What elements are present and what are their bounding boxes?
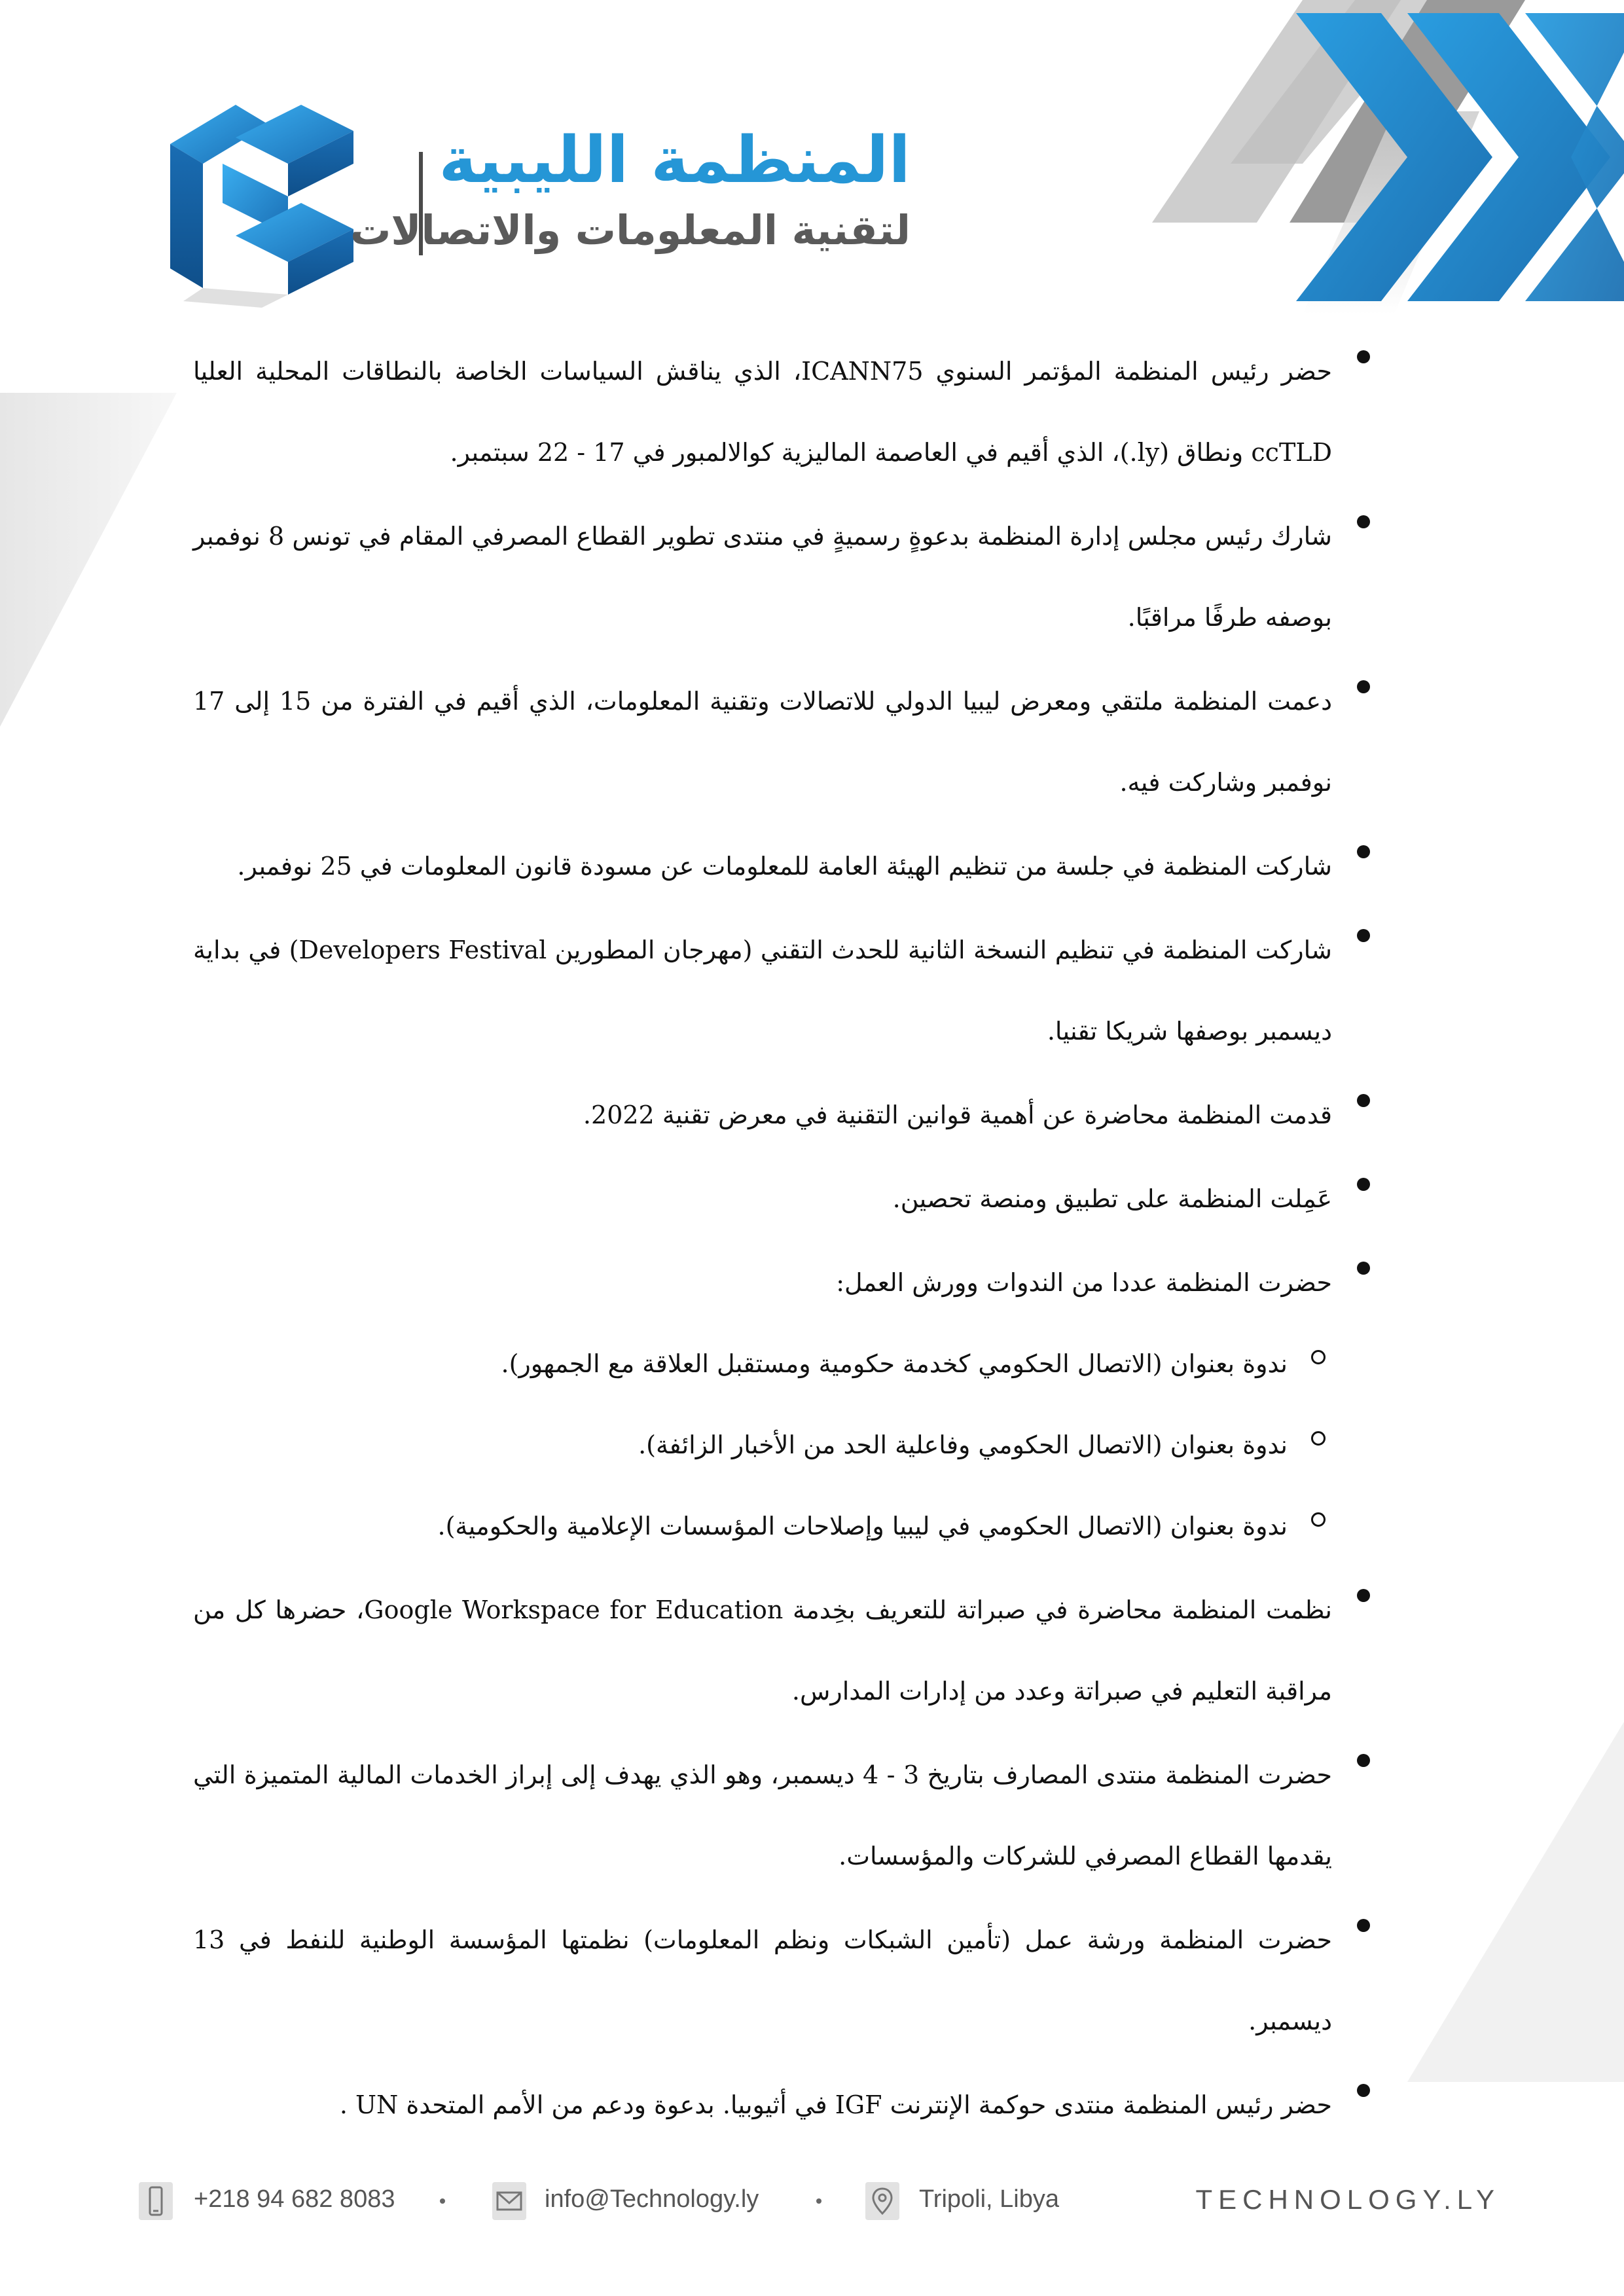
- list-item-text: شاركت المنظمة في تنظيم النسخة الثانية للحدث التقني (مهرجان المطورين Developers Festival) في بداية ديسمبر بوصفها شريكا تقنيا.: [193, 936, 1332, 1046]
- footer-separator: [440, 2198, 445, 2204]
- footer-phone[interactable]: +218 94 682 8083: [194, 2185, 395, 2213]
- sub-list-item: [193, 1404, 1288, 1485]
- list-item: [193, 1158, 1332, 1239]
- bullet-icon: [1357, 1262, 1370, 1275]
- list-item: [193, 1899, 1332, 2062]
- bullet-icon: [1357, 1589, 1370, 1602]
- list-item: [193, 1734, 1332, 1897]
- list-item: [193, 496, 1332, 658]
- logo-mark: [157, 92, 367, 314]
- list-item-text: شاركت المنظمة في جلسة من تنظيم الهيئة العامة للمعلومات عن مسودة قانون المعلومات في 25 نوفمبر.: [237, 852, 1332, 881]
- list-item: [193, 331, 1332, 493]
- list-item-text: نظمت المنظمة محاضرة في صبراتة للتعريف بخِدمة Google Workspace for Education، حضرها كل من مراقبة التعليم في صبراتة وعدد من إدارات المدارس.: [193, 1595, 1333, 1705]
- circle-bullet-icon: [1311, 1512, 1326, 1527]
- list-item-text: حضر رئيس المنظمة المؤتمر السنوي ICANN75، الذي يناقش السياسات الخاصة بالنطاقات المحلية العليا ccTLD ونطاق (ly.)، الذي أقيم في العاصمة الماليزية كوالالمبور في 17 - 22 سبتمبر.: [193, 357, 1332, 467]
- footer-separator: [816, 2198, 821, 2204]
- sub-list-item: [193, 1485, 1288, 1567]
- bullet-icon: [1357, 1094, 1370, 1107]
- list-item: [193, 1242, 1332, 1323]
- bullet-icon: [1357, 1754, 1370, 1767]
- bullet-icon: [1357, 1919, 1370, 1932]
- list-item: [193, 1569, 1332, 1732]
- list-item-text: عَمِلت المنظمة على تطبيق ومنصة تحصين.: [892, 1184, 1332, 1213]
- bullet-icon: [1357, 2084, 1370, 2097]
- organization-subtitle: لتقنية المعلومات والاتصالات: [350, 206, 911, 254]
- sub-list-item-text: ندوة بعنوان (الاتصال الحكومي كخدمة حكومية ومستقبل العلاقة مع الجمهور).: [501, 1349, 1288, 1378]
- bullet-icon: [1357, 1178, 1370, 1191]
- footer-email[interactable]: info@Technology.ly: [545, 2185, 759, 2213]
- list-item-text: دعمت المنظمة ملتقي ومعرض ليبيا الدولي للاتصالات وتقنية المعلومات، الذي أقيم في الفترة من 15 إلى 17 نوفمبر وشاركت فيه.: [193, 687, 1332, 797]
- mail-icon: [492, 2182, 526, 2220]
- organization-name: المنظمة الليبية: [439, 123, 911, 198]
- list-item: [193, 2064, 1332, 2145]
- list-item-text: قدمت المنظمة محاضرة عن أهمية قوانين التقنية في معرض تقنية 2022.: [583, 1101, 1332, 1129]
- list-item-text: حضرت المنظمة عددا من الندوات وورش العمل:: [836, 1268, 1332, 1297]
- sub-list-item: [193, 1323, 1288, 1404]
- list-item: [193, 909, 1332, 1072]
- bullet-icon: [1357, 929, 1370, 942]
- sub-list-item-text: ندوة بعنوان (الاتصال الحكومي وفاعلية الحد من الأخبار الزائفة).: [638, 1430, 1288, 1459]
- list-item-text: حضرت المنظمة منتدى المصارف بتاريخ 3 - 4 ديسمبر، وهو الذي يهدف إلى إبراز الخدمات المالية المتميزة التي يقدمها القطاع المصرفي للشركات والمؤسسات.: [193, 1760, 1332, 1870]
- list-item-text: حضرت المنظمة ورشة عمل (تأمين الشبكات ونظم المعلومات) نظمتها المؤسسة الوطنية للنفط في 13 ديسمبر.: [193, 1925, 1332, 2035]
- bullet-icon: [1357, 680, 1370, 693]
- phone-icon: [139, 2182, 173, 2220]
- circle-bullet-icon: [1311, 1350, 1326, 1364]
- circle-bullet-icon: [1311, 1431, 1326, 1446]
- list-item: [193, 826, 1332, 907]
- list-item-text: حضر رئيس المنظمة منتدى حوكمة الإنترنت IGF في أثيوبيا. بدعوة ودعم من الأمم المتحدة UN .: [339, 2090, 1332, 2119]
- footer-location: Tripoli, Libya: [919, 2185, 1060, 2213]
- list-item-text: شارك رئيس مجلس إدارة المنظمة بدعوةٍ رسميةٍ في منتدى تطوير القطاع المصرفي المقام في تونس 8 نوفمبر بوصفه طرفًا مراقبًا.: [193, 522, 1332, 632]
- footer: [139, 2180, 1500, 2226]
- list-item: [193, 661, 1332, 823]
- bullet-icon: [1357, 350, 1370, 363]
- list-item: [193, 1074, 1332, 1156]
- location-pin-icon: [865, 2182, 899, 2220]
- sub-list-item-text: ندوة بعنوان (الاتصال الحكومي في ليبيا وإصلاحات المؤسسات الإعلامية والحكومية).: [437, 1512, 1288, 1540]
- activities-list: [193, 331, 1332, 2145]
- bullet-icon: [1357, 515, 1370, 528]
- website-label[interactable]: TECHNOLOGY.LY: [1195, 2184, 1500, 2215]
- bullet-icon: [1357, 845, 1370, 858]
